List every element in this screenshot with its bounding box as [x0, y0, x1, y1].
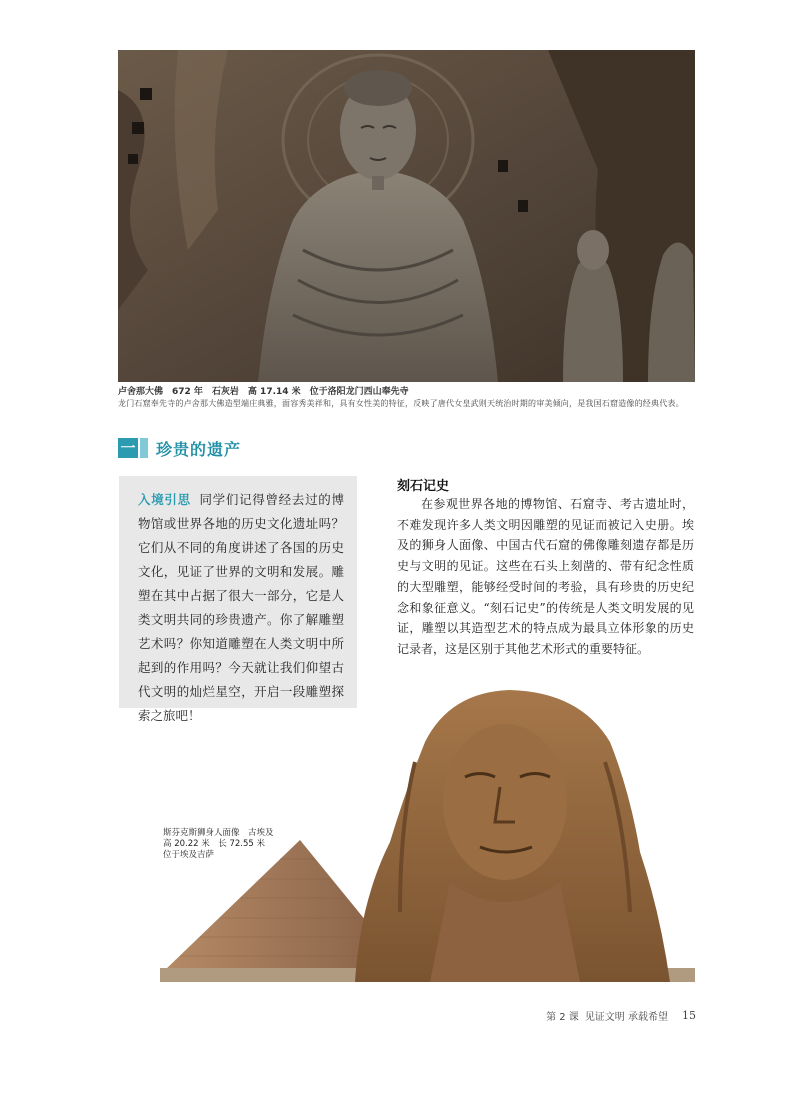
- section-number-badge: 一: [118, 438, 138, 458]
- sphinx-caption-line3: 位于埃及吉萨: [163, 850, 215, 860]
- sphinx-caption-line1: 斯芬克斯狮身人面像 古埃及: [163, 828, 274, 838]
- page-number: 15: [682, 1009, 696, 1022]
- buddha-caption-title: 卢舍那大佛 672 年 石灰岩 高 17.14 米 位于洛阳龙门西山奉先寺: [118, 387, 409, 397]
- section-bar-decoration: [140, 438, 148, 458]
- sphinx-caption-line2: 高 20.22 米 长 72.55 米: [163, 839, 265, 849]
- buddha-caption-desc: 龙门石窟奉先寺的卢舍那大佛造型端庄典雅，面容秀美祥和，具有女性美的特征，反映了唐代女皇武则天统治时期的审美倾向，是我国石窟造像的经典代表。: [118, 399, 684, 408]
- section-title: 珍贵的遗产: [156, 439, 242, 459]
- article-body: 在参观世界各地的博物馆、石窟寺、考古遗址时，不难发现许多人类文明因雕塑的见证而被记入史册。埃及的狮身人面像、中国古代石窟的佛像雕刻遗存都是历史与文明的见证。这些在石头上刻凿的、带有纪念性质的大型雕塑，能够经受时间的考验，具有珍贵的历史纪念和象征意义。“刻石记史”的传统是人类文明发展的见证，雕塑以其造型艺术的特点成为最具立体形象的历史记录者，这是区别于其他艺术形式的重要特征。: [397, 497, 694, 656]
- intro-text: 同学们记得曾经去过的博物馆或世界各地的历史文化遗址吗？它们从不同的角度讲述了各国的历史文化，见证了世界的文明和发展。雕塑在其中占据了很大一部分，它是人类文明共同的珍贵遗产。你了解雕塑艺术吗？你知道雕塑在人类文明中所起到的作用吗？今天就让我们仰望古代文明的灿烂星空，开启一段雕塑探索之旅吧！: [138, 492, 344, 723]
- footer-title: 见证文明 承载希望: [584, 1012, 668, 1023]
- sphinx-caption: [163, 828, 293, 861]
- footer-lesson: 第 2 课: [546, 1012, 579, 1023]
- intro-label: 入境引思: [138, 492, 191, 507]
- page-footer: [546, 1008, 696, 1023]
- article-title: 刻石记史: [397, 479, 450, 494]
- section-heading: [118, 436, 241, 460]
- buddha-photo: [118, 50, 695, 382]
- intro-box: [119, 476, 357, 723]
- buddha-caption: [118, 386, 695, 410]
- buddha-illustration: [118, 50, 695, 382]
